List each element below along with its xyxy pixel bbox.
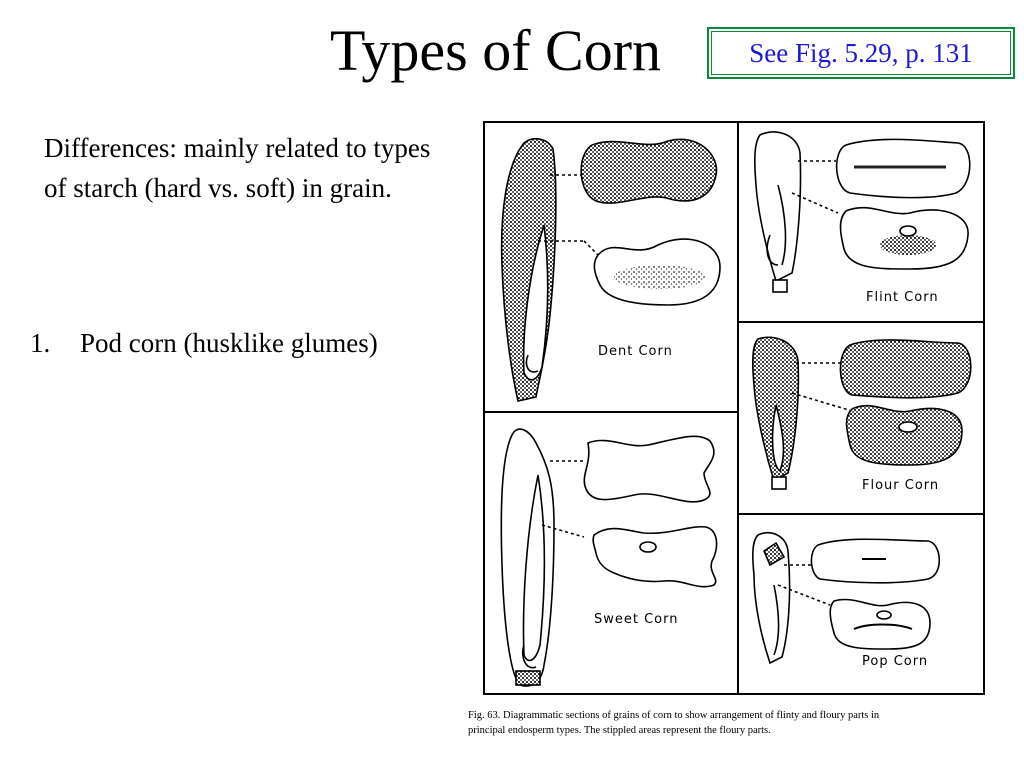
flint-corn-label: Flint Corn <box>866 290 939 305</box>
flint-corn-panel <box>755 132 970 305</box>
flint-top-section <box>837 139 970 197</box>
flour-corn-panel <box>753 337 971 493</box>
figure-caption-line1: Fig. 63. Diagrammatic sections of grains of corn to show arrangement of flinty and floury parts in <box>468 710 880 721</box>
list-item <box>30 321 378 365</box>
flour-mid-section <box>847 406 963 465</box>
flour-top-section <box>840 340 970 398</box>
dent-corn-panel <box>502 139 720 401</box>
pop-corn-label: Pop Corn <box>862 654 929 669</box>
pop-corn-panel <box>753 533 939 669</box>
flour-corn-label: Flour Corn <box>862 478 940 493</box>
sweet-mid-section <box>593 527 716 587</box>
sweet-corn-label: Sweet Corn <box>594 612 679 627</box>
figure-reference-box: See Fig. 5.29, p. 131 <box>707 27 1015 79</box>
list-item-text: Pod corn (husklike glumes) <box>80 328 378 358</box>
figure-caption-line2: principal endosperm types. The stippled areas represent the floury parts. <box>468 725 771 736</box>
sweet-top-section <box>584 436 714 502</box>
sweet-corn-panel <box>501 429 716 686</box>
flint-kernel-side <box>755 132 801 281</box>
pop-top-section <box>811 539 939 583</box>
corn-type-list <box>30 321 378 365</box>
differences-text: Differences: mainly related to types of starch (hard vs. soft) in grain. <box>44 133 431 203</box>
corn-sections-figure <box>458 105 1000 753</box>
list-item-number: 1. <box>30 328 51 358</box>
dent-top-section <box>581 139 716 203</box>
slide-title: Types of Corn <box>330 18 662 83</box>
dent-corn-label: Dent Corn <box>598 344 673 359</box>
